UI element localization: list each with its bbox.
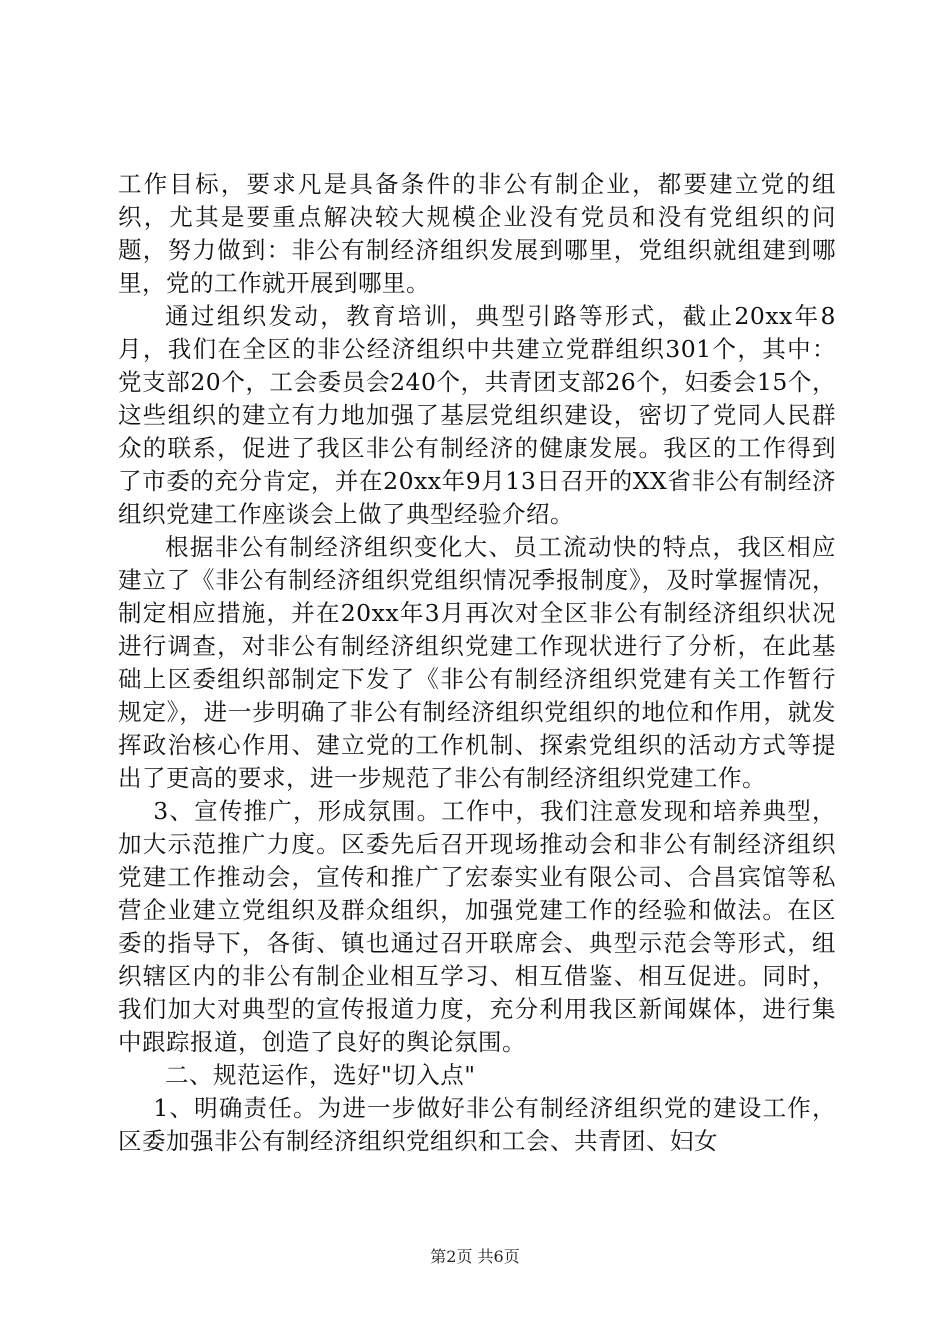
paragraph-publicity: 3、宣传推广，形成氛围。工作中，我们注意发现和培养典型，加大示范推广力度。区委先后召开现场推动会和非公有制经济组织党建工作推动会，宣传和推广了宏泰实业有限公司、合昌宾馆等私营企业建立党组织及群众组织，加强党建工作的经验和做法。在区委的指导下，各街、镇也通过召开联席会、典型示范会等形式，组织辖区内的非公有制企业相互学习、相互借鉴、相互促进。同时，我们加大对典型的宣传报道力度，充分利用我区新闻媒体，进行集中跟踪报道，创造了良好的舆论氛围。 — [118, 797, 836, 1056]
paragraph-organization-stats: 通过组织发动，教育培训，典型引路等形式，截止20xx年8月，我们在全区的非公经济组织中共建立党群组织301个，其中：党支部20个，工会委员会240个，共青团支部26个，妇委会15个，这些组织的建立有力地加强了基层党组织建设，密切了党同人民群众的联系，促进了我区非公有制经济的健康发展。我区的工作得到了市委的充分肯定，并在20xx年9月13日召开的XX省非公有制经济组织党建工作座谈会上做了典型经验介绍。 — [118, 302, 836, 528]
section-heading-standardize: 二、规范运作，选好"切入点" — [165, 1061, 476, 1089]
paragraph-reporting-system: 根据非公有制经济组织变化大、员工流动快的特点，我区相应建立了《非公有制经济组织党组织情况季报制度》，及时掌握情况，制定相应措施，并在20xx年3月再次对全区非公有制经济组织状况进行调查，对非公有制经济组织党建工作现状进行了分析，在此基础上区委组织部制定下发了《非公有制经济组织党建有关工作暂行规定》，进一步明确了非公有制经济组织党组织的地位和作用，就发挥政治核心作用、建立党的工作机制、探索党组织的活动方式等提出了更高的要求，进一步规范了非公有制经济组织党建工作。 — [118, 533, 836, 792]
page-number: 第2页 共6页 — [430, 1247, 520, 1266]
paragraph-responsibility: 1、明确责任。为进一步做好非公有制经济组织党的建设工作，区委加强非公有制经济组织党组织和工会、共青团、妇女 — [118, 1094, 836, 1155]
paragraph-work-goal: 工作目标，要求凡是具备条件的非公有制企业，都要建立党的组织，尤其是要重点解决较大规模企业没有党员和没有党组织的问题，努力做到：非公有制经济组织发展到哪里，党组织就组建到哪里，党的工作就开展到哪里。 — [118, 170, 836, 297]
document-body — [118, 168, 836, 1158]
